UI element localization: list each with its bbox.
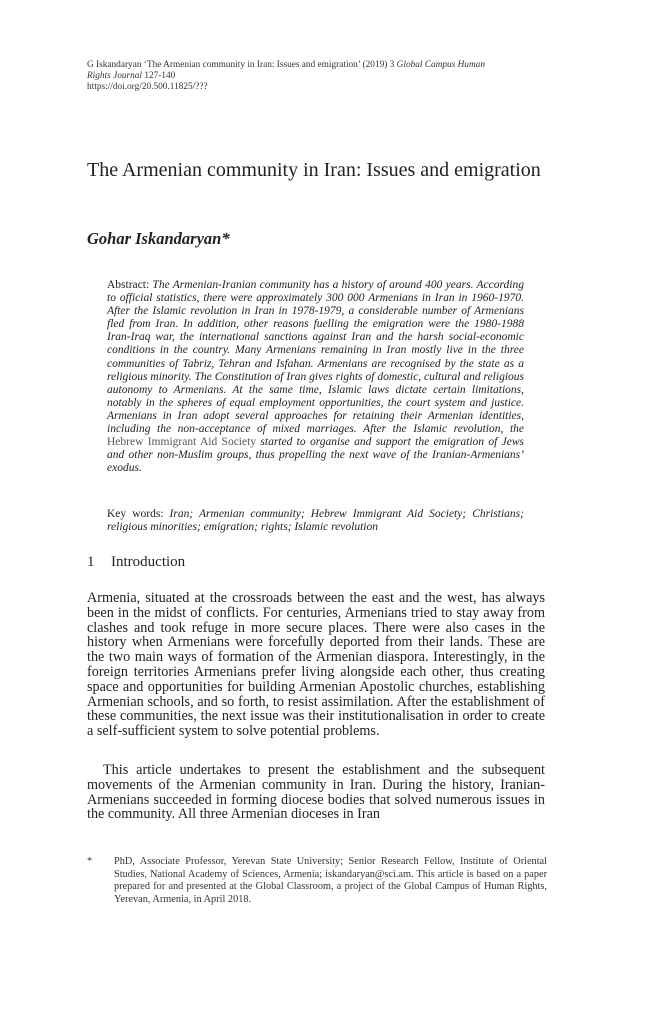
abstract-label: Abstract: (107, 279, 153, 291)
citation-header (87, 60, 547, 93)
body-paragraph-1: Armenia, situated at the crossroads between the east and the west, has always been in the midst of conflicts. For centuries, Armenians tried to stay away from clashes and took refuge in more secure places. There were also cases in the history when Armenians were forcefully deported from their lands. These are the two main ways of formation of the Armenian diaspora. Interestingly, in the foreign territories Armenians prefer living alongside each other, thus creating space and opportunities for building Armenian Apostolic churches, establishing Armenian schools, and so forth, to resist assimilation. After the establishment of these communities, the next issue was their institutionalisation in order to create a self-sufficient system to solve potential problems. (87, 590, 545, 740)
paper-title: The Armenian community in Iran: Issues and emigration (87, 159, 541, 181)
abstract-society-name: Hebrew Immigrant Aid Society (107, 436, 257, 449)
section-title: Introduction (111, 554, 186, 570)
journal-name-cont: Rights Journal (87, 71, 143, 81)
section-number: 1 (87, 554, 95, 570)
keywords-label: Key words: (107, 508, 170, 520)
page-range: 127-140 (142, 71, 176, 81)
keywords (107, 508, 524, 534)
abstract-paragraph (107, 279, 524, 475)
citation-text: G Iskandaryan ‘The Armenian community in Iran: Issues and emigration’ (2019) 3 (87, 60, 397, 70)
section-heading (87, 554, 185, 571)
author-name: Gohar Iskandaryan* (87, 229, 230, 248)
keywords-paragraph (107, 508, 524, 534)
journal-name: Global Campus Human (396, 60, 485, 70)
doi-link[interactable]: https://doi.org/20.500.11825/??? (87, 82, 208, 92)
footnote (87, 856, 547, 906)
abstract-text-end: started to organise and support the emigration of Jews and other non-Muslim groups, thus propelling the next wave of the Iranian-Armenians’ exodus. (107, 436, 524, 475)
footnote-mark: * (87, 856, 93, 867)
abstract-text: The Armenian-Iranian community has a history of around 400 years. According to official statistics, there were approximately 300 000 Armenians in Iran in 1960-1970. After the Islamic revolution in Iran in 1978-1979, a considerable number of Armenians fled from Iran. In addition, other reasons fuelling the emigration were the 1980-1988 Iran-Iraq war, the international sanctions against Iran and the harsh social-economic conditions in the country. Many Armenians remaining in Iran mostly live in the three communities of Tabriz, Tehran and Isfahan. Armenians are recognised by the state as a religious minority. The Constitution of Iran gives rights of domestic, cultural and religious autonomy to Armenians. At the same time, Islamic laws dictate certain limitations, notably in the spheres of equal employment opportunities, the court system and justice. Armenians in Iran adopt several approaches for retaining their Armenian identities, including the non-acceptance of mixed marriages. After the Islamic revolution, the (107, 279, 524, 436)
citation-line-2 (87, 71, 547, 82)
keywords-text: Iran; Armenian community; Hebrew Immigrant Aid Society; Christians; religious minorities; emigration; rights; Islamic revolution (107, 508, 524, 534)
abstract (107, 279, 524, 475)
body-paragraph-2: This article undertakes to present the establishment and the subsequent movements of the Armenian community in Iran. During the history, Iranian-Armenians succeeded in forming diocese bodies that solved numerous issues in the community. All three Armenian dioceses in Iran (87, 762, 545, 823)
citation-line-1 (87, 60, 547, 71)
footnote-text: PhD, Associate Professor, Yerevan State University; Senior Research Fellow, Institute of Oriental Studies, National Academy of Sciences, Armenia; iskandaryan@sci.am. This article is based on a paper prepared for and presented at the Global Classroom, a project of the Global Campus of Human Rights, Yerevan, Armenia, in April 2018. (114, 856, 547, 905)
